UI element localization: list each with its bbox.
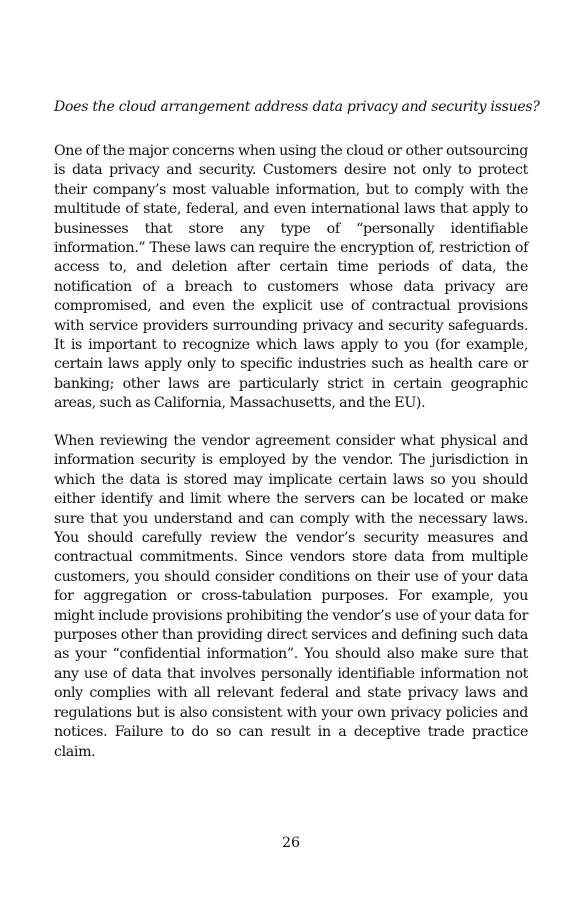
- document-page: [54, 0, 540, 900]
- section-heading: Does the cloud arrangement address data privacy and security issues?: [54, 99, 540, 115]
- paragraph-vendor-agreement: When reviewing the vendor agreement consider what physical and information security is employed by the vendor. The jurisdiction in which the data is stored may implicate certain laws so you should either identify and limit where the servers can be located or make sure that you understand and can comply with the necessary laws. You should carefully review the vendor’s security measures and contractual commitments. Since vendors store data from multiple customers, you should consider conditions on their use of your data for aggregation or cross-tabulation purposes. For example, you might include provisions prohibiting the vendor’s use of your data for purposes other than providing direct services and defining such data as your “confidential information”. You should also make sure that any use of data that involves personally identifiable information not only complies with all relevant federal and state privacy laws and regulations but is also consistent with your own privacy policies and notices. Failure to do so can result in a deceptive trade practice claim.: [54, 433, 528, 760]
- paragraph-privacy-concerns: One of the major concerns when using the cloud or other outsourcing is data privacy and security. Customers desire not only to protect their company’s most valuable information, but to comply with the multitude of state, federal, and even international laws that apply to businesses that store any type of “personally identifiable information.” These laws can require the encryption of, restriction of access to, and deletion after certain time periods of data, the notification of a breach to customers whose data privacy are compromised, and even the explicit use of contractual provisions with service providers surrounding privacy and security safeguards. It is important to recognize which laws apply to you (for example, certain laws apply only to specific industries such as health care or banking; other laws are particularly strict in certain geographic areas, such as California, Massachusetts, and the EU).: [54, 143, 528, 412]
- page-number: 26: [281, 835, 301, 851]
